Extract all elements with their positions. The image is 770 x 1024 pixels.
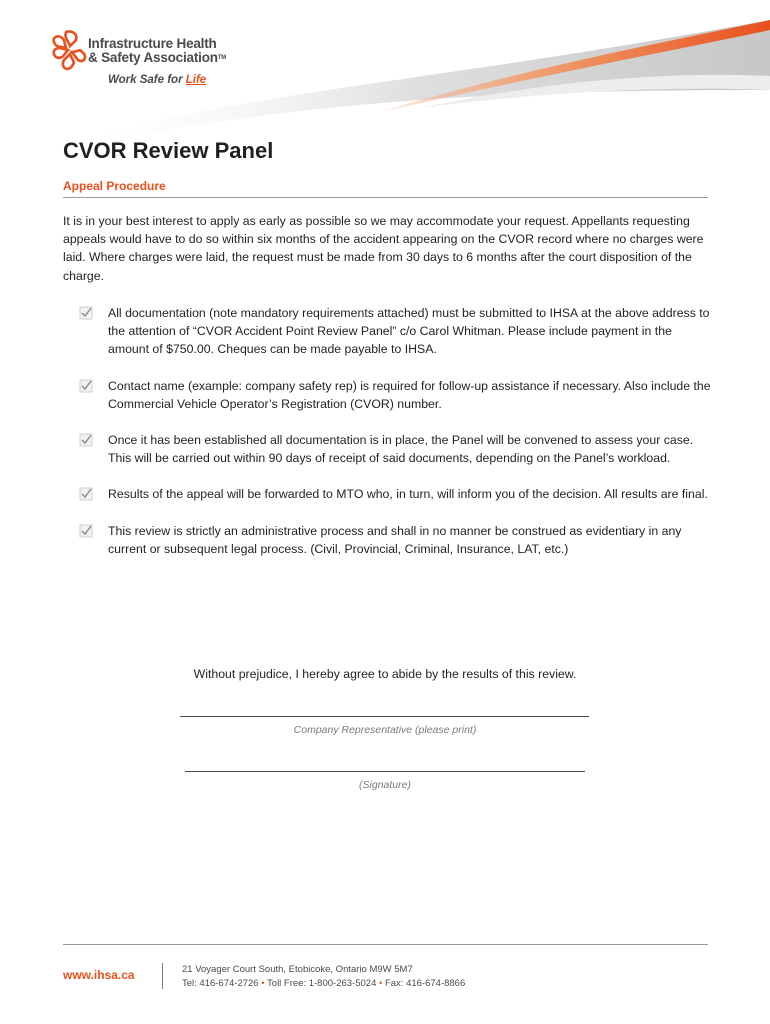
section-divider <box>63 197 708 198</box>
list-item <box>63 377 713 413</box>
logo-tagline <box>108 74 206 86</box>
list-item <box>63 304 713 359</box>
footer-tel: Tel: 416-674-2726 <box>182 978 259 989</box>
list-item-text: Results of the appeal will be forwarded to MTO who, in turn, will inform you of the decision. All results are final. <box>108 487 708 502</box>
list-item <box>63 522 713 558</box>
procedure-list <box>63 304 713 558</box>
list-item-text: Contact name (example: company safety rep) is required for follow-up assistance if necessary. Also include the Commercial Vehicle Operator’s Registration (CVOR) number. <box>108 378 711 411</box>
footer-toll-free: Toll Free: 1-800-263-5024 <box>267 978 377 989</box>
footer-contact <box>182 963 465 991</box>
list-item <box>63 485 713 503</box>
footer-bullet: • <box>379 978 383 989</box>
footer-separator <box>162 963 163 989</box>
signature-caption: (Signature) <box>359 779 411 791</box>
checkbox-bullet-icon <box>79 524 93 538</box>
intro-paragraph: It is in your best interest to apply as early as possible so we may accommodate your request. Appellants requesting appeals would have to do so within six months of the accident appearing on the CVOR record where no charges were laid. Where charges were laid, the request must be made from 30 days to 6 months after the court disposition of the charge. <box>63 214 704 283</box>
footer-website-link[interactable]: www.ihsa.ca <box>63 968 135 982</box>
checkbox-bullet-icon <box>79 379 93 393</box>
footer-divider <box>63 944 708 945</box>
logo-organization-name <box>88 37 226 65</box>
list-item-text: All documentation (note mandatory requirements attached) must be submitted to IHSA at the above address to the attention of “CVOR Accident Point Review Panel” c/o Carol Whitman. Please include payment in the amount of $750.00. Cheques can be made payable to IHSA. <box>108 306 710 357</box>
list-item-text: This review is strictly an administrative process and shall in no manner be construed as evidentiary in any current or subsequent legal process. (Civil, Provincial, Criminal, Insurance, LAT, etc.) <box>108 523 682 556</box>
footer-address: 21 Voyager Court South, Etobicoke, Ontario M9W 5M7 <box>182 964 413 975</box>
footer-fax: Fax: 416-674-8866 <box>384 978 466 989</box>
representative-caption: Company Representative (please print) <box>293 724 477 736</box>
footer-bullet: • <box>261 978 265 989</box>
tagline-prefix: Work Safe for <box>108 74 186 86</box>
checkbox-bullet-icon <box>79 306 93 320</box>
representative-name-line[interactable] <box>180 716 589 717</box>
ihsa-logo <box>48 28 228 98</box>
page-title: CVOR Review Panel <box>63 138 274 163</box>
list-item <box>63 431 713 467</box>
list-item-text: Once it has been established all documentation is in place, the Panel will be convened to assess your case. This will be carried out within 90 days of receipt of said documents, depending on the Panel’s workload. <box>108 433 694 466</box>
section-heading: Appeal Procedure <box>63 179 166 193</box>
signature-line[interactable] <box>185 771 585 772</box>
agreement-statement: Without prejudice, I hereby agree to abide by the results of this review. <box>193 667 577 681</box>
logo-org-line-2: & Safety Association <box>88 50 218 65</box>
logo-org-line-1: Infrastructure Health <box>88 36 217 51</box>
tagline-emphasis: Life <box>185 74 207 86</box>
checkbox-bullet-icon <box>79 433 93 447</box>
trademark-mark: TM <box>217 55 227 61</box>
checkbox-bullet-icon <box>79 487 93 501</box>
ihsa-logo-mark-icon <box>48 28 88 72</box>
